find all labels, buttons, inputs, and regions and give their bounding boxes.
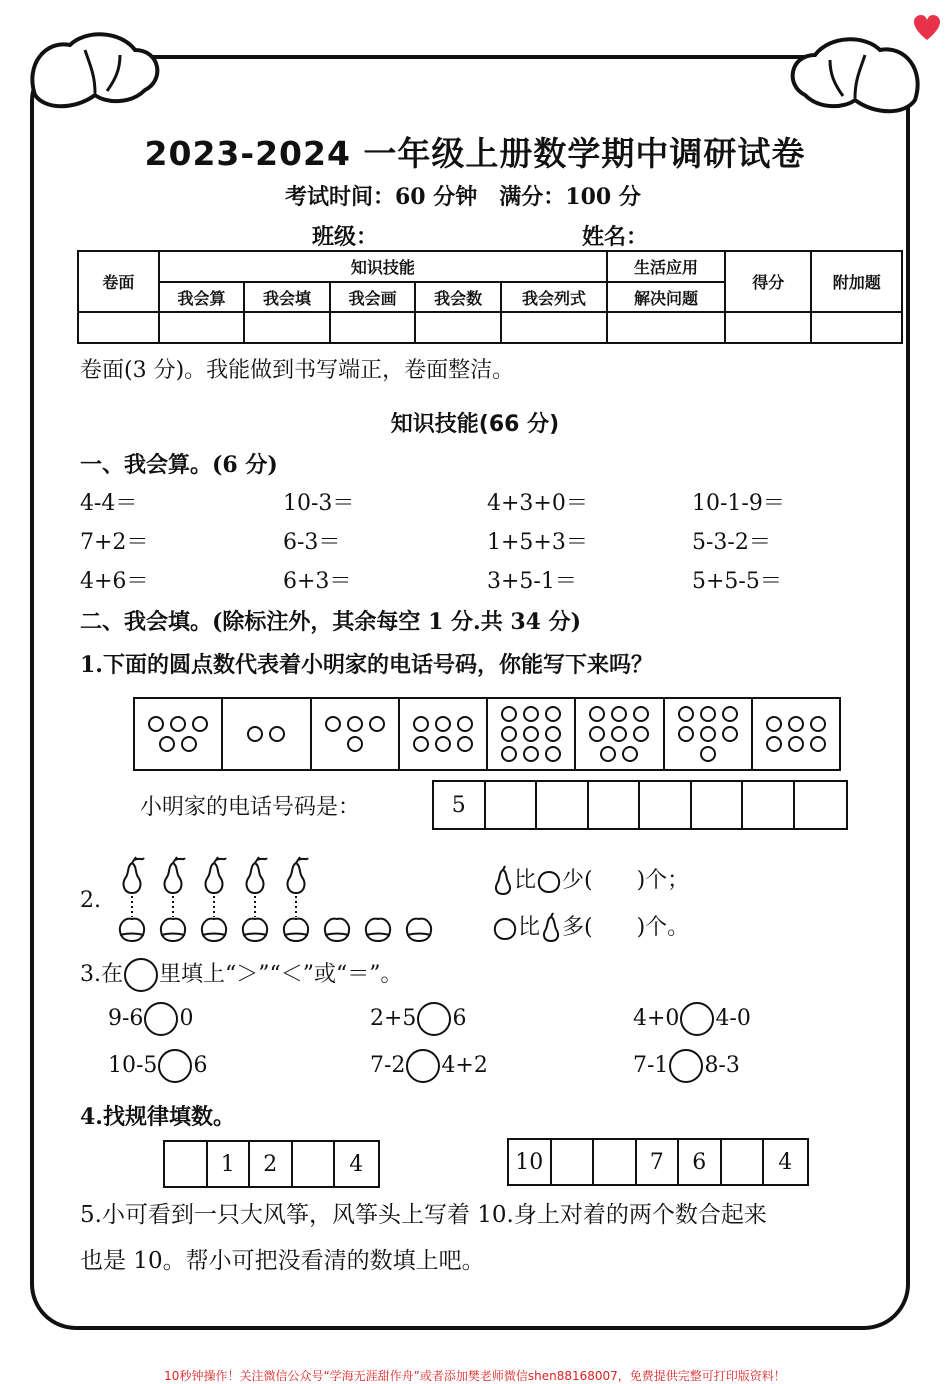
answer-box[interactable]	[486, 782, 538, 828]
arithmetic-item[interactable]: 4+3+0＝	[487, 491, 588, 516]
pear-icon	[165, 857, 185, 917]
left-hand-decoration	[25, 25, 165, 115]
compare-right: 0	[179, 1006, 194, 1031]
dot-icon	[369, 716, 385, 732]
score-cell[interactable]	[501, 312, 607, 343]
part1-heading: 一、我会算。(6 分)	[80, 452, 278, 478]
jiejue-header: 解决问题	[607, 282, 725, 312]
q2-line2	[492, 910, 689, 943]
sub-header: 我会画	[330, 282, 416, 312]
dot-icon	[501, 706, 517, 722]
dot-icon	[457, 736, 473, 752]
dot-icon	[181, 736, 197, 752]
right-hand-decoration	[785, 30, 925, 120]
dot-icon	[700, 726, 716, 742]
dot-card	[576, 699, 664, 769]
question-4: 4.找规律填数。	[80, 1104, 235, 1130]
compare-right: 4+2	[441, 1053, 488, 1078]
dot-icon	[788, 736, 804, 752]
score-cell[interactable]	[607, 312, 725, 343]
dot-icon	[435, 736, 451, 752]
dot-icon	[545, 706, 561, 722]
dot-icon	[788, 716, 804, 732]
answer-box[interactable]	[692, 782, 744, 828]
footer-note: 10秒钟操作！关注微信公众号“学海无涯甜作舟”或者添加樊老师微信shen88168007，免费提供完整可打印版资料！	[164, 1369, 786, 1383]
dot-card	[488, 699, 576, 769]
score-cell[interactable]	[725, 312, 812, 343]
answer-box[interactable]	[589, 782, 641, 828]
answer-box[interactable]	[552, 1140, 595, 1184]
dot-icon	[611, 726, 627, 742]
compare-left: 4+0	[633, 1006, 680, 1031]
compare-item	[370, 1002, 466, 1036]
fruit-picture	[110, 855, 440, 945]
arithmetic-item[interactable]: 5-3-2＝	[692, 530, 771, 555]
answer-box[interactable]	[795, 782, 847, 828]
circle-icon	[124, 958, 158, 992]
arithmetic-item[interactable]: 1+5+3＝	[487, 530, 588, 555]
question-2-number: 2.	[80, 888, 101, 913]
dot-icon	[622, 746, 638, 762]
pear-icon	[492, 866, 514, 896]
answer-box[interactable]	[743, 782, 795, 828]
dot-icon	[347, 736, 363, 752]
part2-heading: 二、我会填。(除标注外，其余每空 1 分.共 34 分)	[80, 609, 582, 635]
dot-icon	[545, 726, 561, 742]
compare-right: 8-3	[704, 1053, 740, 1078]
pear-icon	[540, 913, 562, 943]
q2-less-blank[interactable]: 少( )个；	[562, 868, 690, 893]
dot-card	[223, 699, 311, 769]
sub-header: 我会数	[415, 282, 501, 312]
peach-icon	[325, 919, 349, 941]
answer-box[interactable]	[537, 782, 589, 828]
phone-label: 小明家的电话号码是：	[140, 795, 361, 820]
sub-header: 我会算	[159, 282, 245, 312]
fujia-header: 附加题	[811, 251, 902, 312]
class-label: 班级：	[312, 224, 379, 250]
dot-icon	[700, 746, 716, 762]
dot-icon	[678, 726, 694, 742]
score-cell[interactable]	[330, 312, 416, 343]
dot-icon	[325, 716, 341, 732]
dot-icon	[722, 706, 738, 722]
compare-item	[108, 1049, 207, 1083]
arithmetic-item[interactable]: 5+5-5＝	[692, 569, 782, 594]
q2-bi-1: 比	[514, 868, 537, 893]
arithmetic-item[interactable]: 4-4＝	[80, 491, 138, 516]
compare-item	[633, 1002, 751, 1036]
dot-icon	[810, 716, 826, 732]
number-box: 6	[679, 1140, 722, 1184]
peach-icon	[161, 919, 185, 941]
dot-icon	[523, 746, 539, 762]
dot-icon	[523, 726, 539, 742]
dot-icon	[413, 716, 429, 732]
answer-circle[interactable]	[417, 1002, 451, 1036]
q3-suffix: 里填上“＞”“＜”或“＝”。	[159, 962, 403, 987]
dot-icon	[413, 736, 429, 752]
answer-circle[interactable]	[144, 1002, 178, 1036]
answer-box[interactable]	[640, 782, 692, 828]
shenghuo-header: 生活应用	[607, 251, 725, 282]
dot-cards	[133, 697, 841, 771]
question-1: 1.下面的圆点数代表着小明家的电话号码，你能写下来吗？	[80, 652, 653, 678]
number-box: 4	[349, 1151, 364, 1177]
peach-icon	[120, 919, 144, 941]
compare-right: 4-0	[715, 1006, 751, 1031]
compare-item	[108, 1002, 193, 1036]
peach-icon	[492, 915, 518, 941]
arithmetic-item[interactable]: 3+5-1＝	[487, 569, 577, 594]
pear-icon	[288, 857, 308, 917]
score-cell[interactable]	[159, 312, 245, 343]
answer-circle[interactable]	[158, 1049, 192, 1083]
peach-icon	[407, 919, 431, 941]
sequence-1-boxes	[163, 1140, 380, 1188]
peach-icon	[202, 919, 226, 941]
dot-icon	[170, 716, 186, 732]
compare-left: 9-6	[108, 1006, 144, 1031]
answer-box[interactable]	[165, 1142, 208, 1186]
q2-bi-2: 比	[518, 915, 541, 940]
score-cell[interactable]	[78, 312, 159, 343]
dot-icon	[810, 736, 826, 752]
q2-line1	[492, 863, 689, 896]
pear-icon	[124, 857, 144, 917]
dot-icon	[435, 716, 451, 732]
zhishi-header: 知识技能	[159, 251, 607, 282]
sub-header: 我会填	[244, 282, 330, 312]
question-5-line1: 5.小可看到一只大风筝，风筝头上写着 10.身上对着的两个数合起来	[80, 1202, 767, 1228]
dot-icon	[589, 726, 605, 742]
compare-item	[370, 1049, 488, 1083]
peach-icon	[366, 919, 390, 941]
number-box: 10	[509, 1140, 552, 1184]
dot-icon	[633, 726, 649, 742]
q3-prefix: 3.在	[80, 962, 123, 987]
question-5-line2: 也是 10。帮小可把没看清的数填上吧。	[80, 1248, 485, 1274]
number-box: 1	[208, 1142, 251, 1186]
dot-icon	[501, 726, 517, 742]
dot-card	[753, 699, 839, 769]
peach-icon	[243, 919, 267, 941]
compare-left: 2+5	[370, 1006, 417, 1031]
exam-time-line: 考试时间：60 分钟 满分：100 分	[285, 184, 641, 210]
phone-number-boxes	[432, 780, 848, 830]
defen-header: 得分	[725, 251, 812, 312]
dot-icon	[600, 746, 616, 762]
juanmian-header: 卷面	[78, 251, 159, 312]
pear-icon	[206, 857, 226, 917]
sequence-2-boxes	[507, 1138, 809, 1186]
compare-right: 6	[452, 1006, 467, 1031]
dot-icon	[700, 706, 716, 722]
score-table	[77, 250, 903, 344]
dot-icon	[523, 706, 539, 722]
dot-card	[665, 699, 753, 769]
arithmetic-item[interactable]: 6+3＝	[283, 569, 352, 594]
dot-icon	[633, 706, 649, 722]
dot-icon	[589, 706, 605, 722]
dot-card	[312, 699, 400, 769]
dot-icon	[766, 716, 782, 732]
dot-icon	[457, 716, 473, 732]
answer-circle[interactable]	[680, 1002, 714, 1036]
number-box: 5	[434, 782, 486, 828]
page-title: 2023-2024 一年级上册数学期中调研试卷	[144, 134, 806, 173]
score-cell[interactable]	[415, 312, 501, 343]
arithmetic-item[interactable]: 7+2＝	[80, 530, 149, 555]
answer-box[interactable]	[594, 1140, 637, 1184]
answer-circle[interactable]	[406, 1049, 440, 1083]
sub-header: 我会列式	[501, 282, 607, 312]
heart-icon	[912, 14, 942, 42]
arithmetic-item[interactable]: 6-3＝	[283, 530, 341, 555]
question-3	[80, 957, 402, 992]
dot-card	[135, 699, 223, 769]
answer-circle[interactable]	[669, 1049, 703, 1083]
dot-icon	[678, 706, 694, 722]
compare-left: 7-2	[370, 1053, 406, 1078]
dot-icon	[766, 736, 782, 752]
q2-more-blank[interactable]: 多( )个。	[562, 915, 690, 940]
dot-icon	[148, 716, 164, 732]
dot-icon	[722, 726, 738, 742]
compare-item	[633, 1049, 740, 1083]
dot-icon	[501, 746, 517, 762]
dot-icon	[545, 746, 561, 762]
dot-icon	[192, 716, 208, 732]
answer-box[interactable]	[293, 1142, 336, 1186]
section-title: 知识技能(66 分)	[390, 412, 560, 437]
juanmian-note: 卷面(3 分)。我能做到书写端正，卷面整洁。	[80, 358, 515, 383]
dot-icon	[269, 726, 285, 742]
dot-icon	[247, 726, 263, 742]
score-cell[interactable]	[244, 312, 330, 343]
compare-right: 6	[193, 1053, 208, 1078]
arithmetic-item[interactable]: 10-1-9＝	[692, 491, 785, 516]
compare-left: 7-1	[633, 1053, 669, 1078]
dot-icon	[347, 716, 363, 732]
number-box: 7	[637, 1140, 680, 1184]
pear-icon	[247, 857, 267, 917]
number-box: 4	[778, 1149, 793, 1175]
dot-icon	[611, 706, 627, 722]
dot-card	[400, 699, 488, 769]
peach-icon	[536, 868, 562, 894]
number-box: 2	[250, 1142, 293, 1186]
arithmetic-item[interactable]: 10-3＝	[283, 491, 355, 516]
compare-left: 10-5	[108, 1053, 158, 1078]
arithmetic-item[interactable]: 4+6＝	[80, 569, 149, 594]
name-label: 姓名：	[582, 224, 649, 250]
dot-icon	[159, 736, 175, 752]
score-cell[interactable]	[811, 312, 902, 343]
peach-icon	[284, 919, 308, 941]
answer-box[interactable]	[722, 1140, 765, 1184]
